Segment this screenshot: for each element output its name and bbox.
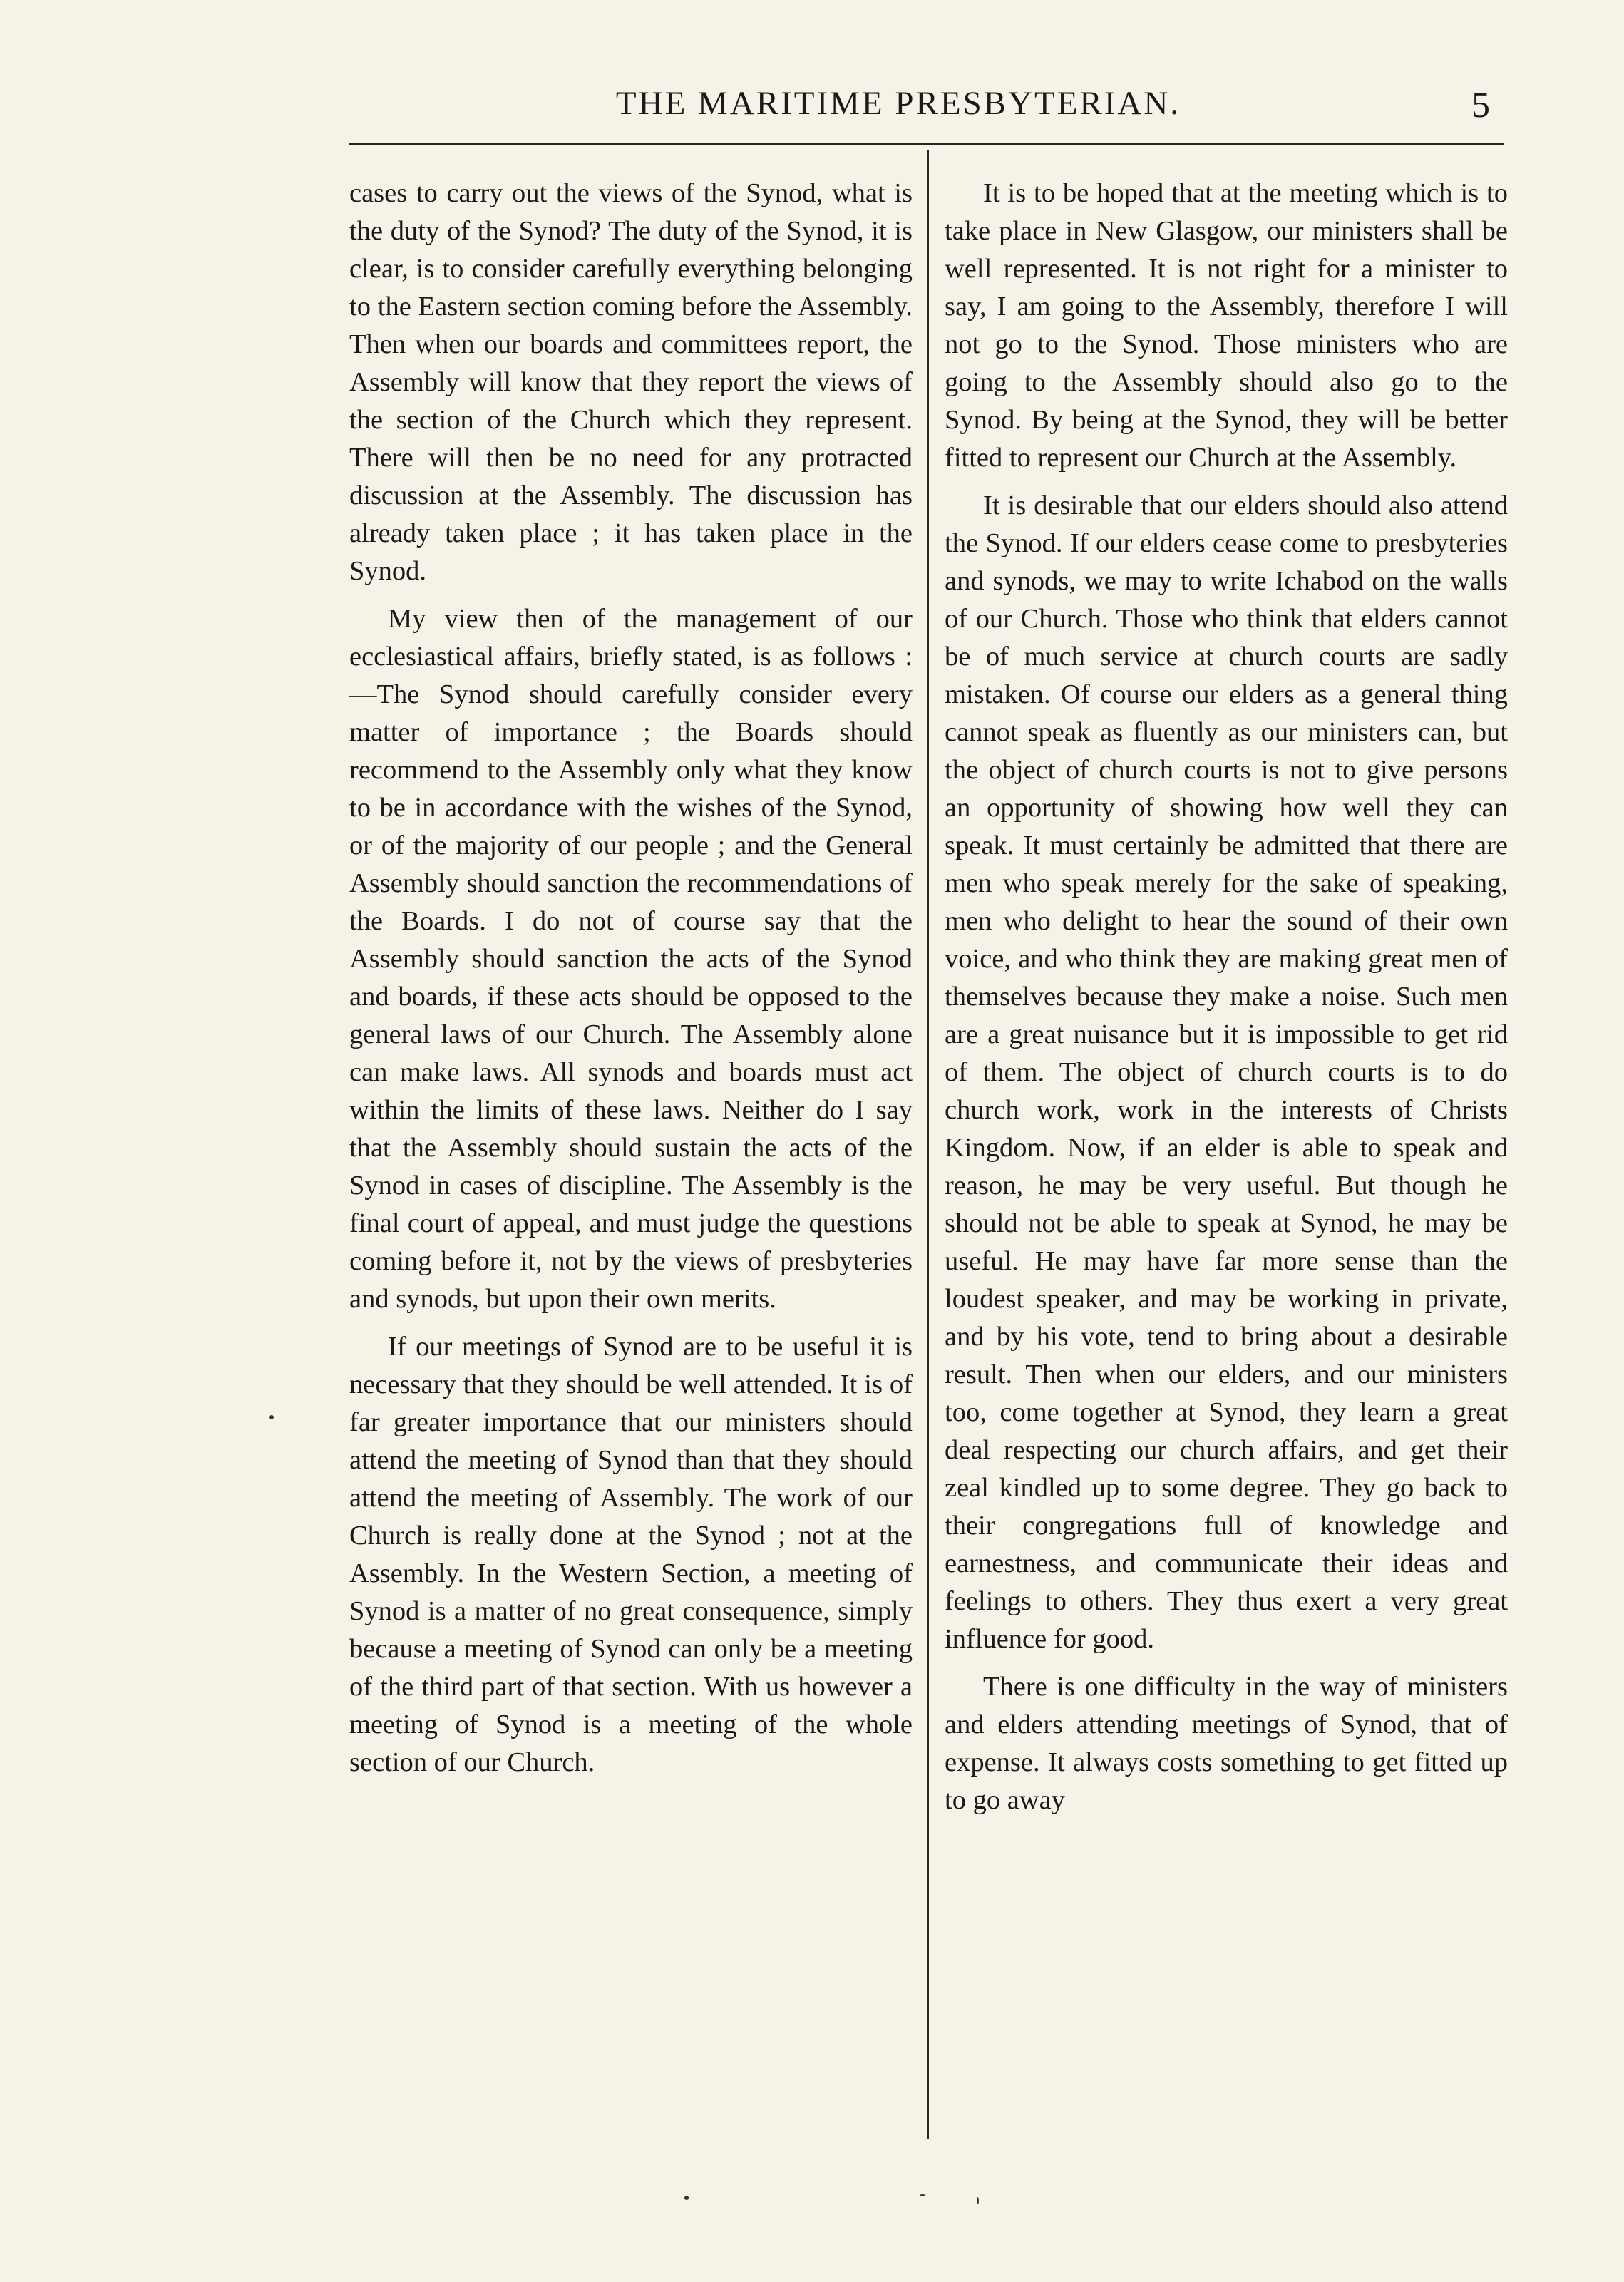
ink-speck: [684, 2196, 689, 2200]
paragraph: There is one difficulty in the way of ministers and elders attending meetings of Synod, that of expense. It always costs something to get fitted up to go away: [945, 1672, 1508, 1815]
paragraph: If our meetings of Synod are to be useful it is necessary that they should be well attended. It is of far greater importance that our ministers should attend the meeting of Synod than that they should attend the meeting of Assembly. The work of our Church is really done at the Synod ; not at the Assembly. In the Western Section, a meeting of Synod is a matter of no great consequence, simply because a meeting of Synod can only be a meeting of the third part of that section. With us however a meeting of Synod is a meeting of the whole section of our Church.: [349, 1332, 913, 1777]
paragraph: cases to carry out the views of the Synod, what is the duty of the Synod? The duty of the Synod, it is clear, is to consider carefully everything belonging to the Eastern section coming before the Assembly. Then when our boards and committees report, the Assembly will know that they report the views of the section of the Church which they represent. There will then be no need for any protracted discussion at the Assembly. The discussion has already taken place ; it has taken place in the Synod.: [349, 178, 913, 586]
paragraph: It is desirable that our elders should also attend the Synod. If our elders cease come to presbyteries and synods, we may to write Ichabod on the walls of our Church. Those who think that elders cannot be of much service at church courts are sadly mistaken. Of course our elders as a general thing cannot speak as fluently as our ministers can, but the object of church courts is not to give persons an opportunity of showing how well they can speak. It must certainly be admitted that there are men who speak merely for the sake of speaking, men who delight to hear the sound of their own voice, and who think they are making great men of themselves because they make a noise. Such men are a great nuisance but it is impossible to get rid of them. The object of church courts is to do church work, work in the interests of Christs Kingdom. Now, if an elder is able to speak and reason, he may be very useful. But though he should not be able to speak at Synod, he may be useful. He may have far more sense than the loudest speaker, and may be working in private, and by his vote, tend to bring about a desirable result. Then when our elders, and our ministers too, come together at Synod, they learn a great deal respecting our church affairs, and get their zeal kindled up to some degree. They go back to their congregations full of knowledge and earnestness, and communicate their ideas and feelings to others. They thus exert a very great influence for good.: [945, 490, 1508, 1654]
ink-speck: [977, 2197, 979, 2204]
running-title: THE MARITIME PRESBYTERIAN.: [615, 85, 1181, 122]
page-number: 5: [1471, 85, 1490, 125]
left-column: [349, 175, 913, 1792]
paragraph: It is to be hoped that at the meeting which is to take place in New Glasgow, our ministers shall be well represented. It is not right for a minister to say, I am going to the Assembly, therefore I will not go to the Synod. Those ministers who are going to the Assembly should also go to the Synod. By being at the Synod, they will be better fitted to represent our Church at the Assembly.: [945, 178, 1508, 473]
ink-speck: [920, 2194, 925, 2196]
column-divider: [927, 150, 929, 2139]
header-rule: [349, 143, 1504, 145]
paragraph: My view then of the management of our ecclesiastical affairs, briefly stated, is as follows :—The Synod should carefully consider every matter of importance ; the Boards should recommend to the Assembly only what they know to be in accordance with the wishes of the Synod, or of the majority of our people ; and the General Assembly should sanction the recommendations of the Boards. I do not of course say that the Assembly should sanction the acts of the Synod and boards, if these acts should be opposed to the general laws of our Church. The Assembly alone can make laws. All synods and boards must act within the limits of these laws. Neither do I say that the Assembly should sustain the acts of the Synod in cases of discipline. The Assembly is the final court of appeal, and must judge the questions coming before it, not by the views of presbyteries and synods, but upon their own merits.: [349, 604, 913, 1314]
ink-speck: [269, 1415, 274, 1419]
right-column: [945, 175, 1508, 1829]
